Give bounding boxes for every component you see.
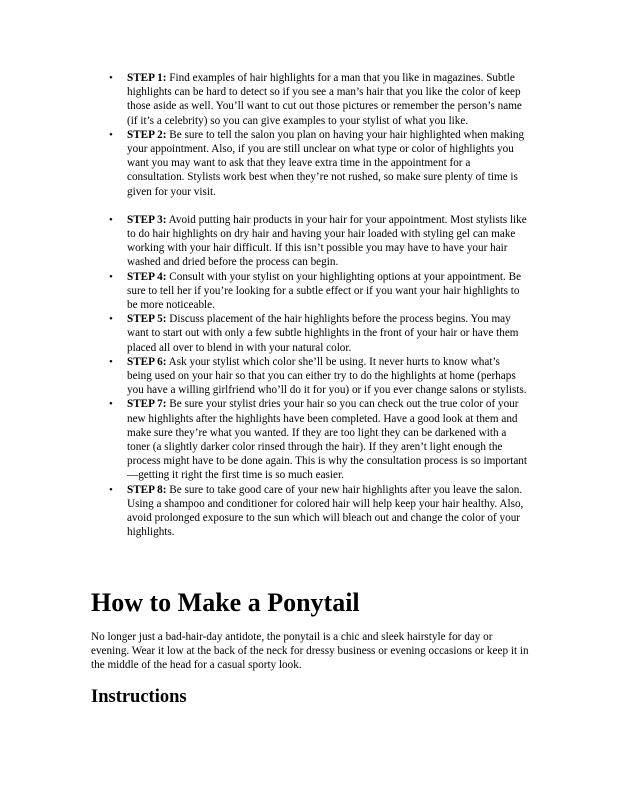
bullet-icon: • <box>109 128 113 141</box>
step-label: STEP 2: <box>127 128 167 141</box>
step-item-2 <box>109 128 527 199</box>
step-label: STEP 7: <box>127 398 167 411</box>
step-text: Consult with your stylist on your highlighting options at your appointment. Be sure to tell her if you’re looking for a subtle effect or if you want your hair highlights to be more noticeable. <box>127 270 522 312</box>
bullet-icon: • <box>109 483 113 496</box>
bullet-icon: • <box>109 213 113 226</box>
bullet-icon: • <box>109 313 113 326</box>
step-label: STEP 6: <box>127 355 167 368</box>
step-text: Find examples of hair highlights for a man that you like in magazines. Subtle highlights can be hard to detect so if you see a man’s hair that you like the color of keep those aside as well. You’ll want to cut out those pictures or remember the person’s name (if it’s a celebrity) so you can give examples to your stylist of what you like. <box>127 72 522 127</box>
step-label: STEP 4: <box>127 270 167 283</box>
step-item-5 <box>109 312 527 355</box>
step-item-8 <box>109 483 527 540</box>
section-heading-instructions: Instructions <box>91 687 187 707</box>
step-item-4 <box>109 270 527 313</box>
step-label: STEP 8: <box>127 483 167 496</box>
bullet-icon: • <box>109 72 113 84</box>
step-text: Discuss placement of the hair highlights before the process begins. You may want to start out with only a few subtle highlights in the front of your hair or have them placed all over to blend in with your natural color. <box>127 313 519 354</box>
step-text: Ask your stylist which color she’ll be using. It never hurts to know what’s being used on your hair so that you can either try to do the highlights at home (perhaps you have a willing girlfriend who’ll do it for you) or if you ever change salons or stylists. <box>127 355 527 397</box>
bullet-icon: • <box>109 270 113 283</box>
page-title: How to Make a Ponytail <box>91 588 360 617</box>
step-item-6 <box>109 355 527 398</box>
step-text: Be sure your stylist dries your hair so you can check out the true color of your new highlights after the highlights have been completed. Have a good look at them and make sure they’re what you wanted. If they are too light they can be darkened with a toner (a slightly darker color rinsed through the hair). If they aren’t light enough the process might have to be done again. This is why the consultation process is so important—getting it right the first time is so much easier. <box>127 398 527 482</box>
step-text: Avoid putting hair products in your hair for your appointment. Most stylists like to do hair highlights on dry hair and having your hair loaded with styling gel can make working with your hair difficult. If this isn’t possible you may have to have your hair washed and dried before the process can begin. <box>127 213 527 269</box>
step-text: Be sure to take good care of your new hair highlights after you leave the salon. Using a shampoo and conditioner for colored hair will help keep your hair healthy. Also, avoid prolonged exposure to the sun which will bleach out and change the color of your highlights. <box>127 483 524 539</box>
step-item-7 <box>109 397 527 482</box>
step-label: STEP 1: <box>127 72 167 84</box>
bullet-icon: • <box>109 355 113 368</box>
step-label: STEP 5: <box>127 313 167 326</box>
step-item-3 <box>109 213 527 270</box>
intro-paragraph: No longer just a bad-hair-day antidote, the ponytail is a chic and sleek hairstyle for day or evening. Wear it low at the back of the neck for dressy business or evening occasions or keep it in the middle of the head for a casual sporty look. <box>91 631 529 672</box>
steps-list <box>109 71 527 540</box>
step-label: STEP 3: <box>127 213 167 226</box>
step-text: Be sure to tell the salon you plan on having your hair highlighted when making your appointment. Also, if you are still unclear on what type or color of highlights you want you may want to ask that they leave extra time in the appointment for a consultation. Stylists work best when they’re not rushed, so make sure plenty of time is given for your visit. <box>127 128 525 198</box>
step-item-1 <box>109 71 527 128</box>
bullet-icon: • <box>109 398 113 411</box>
